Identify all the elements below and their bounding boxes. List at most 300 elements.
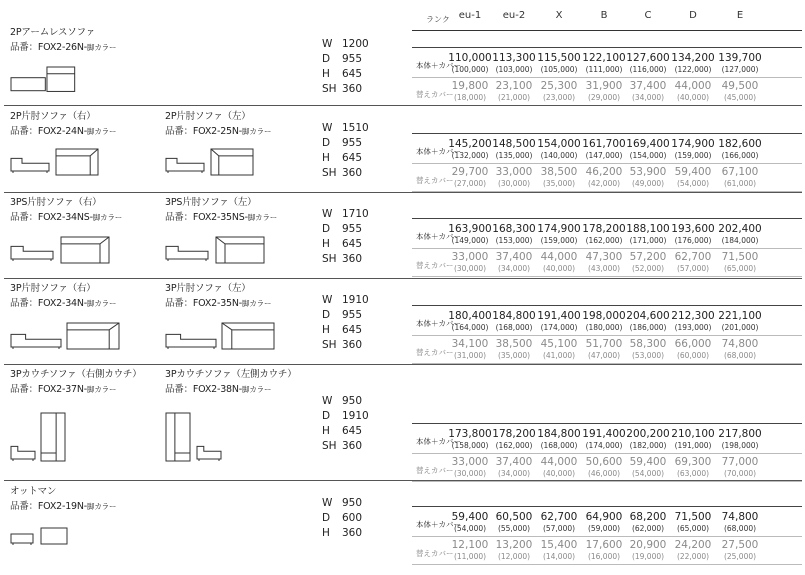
price-tax-included: 59,400 [451, 511, 489, 523]
price-tax-included: 24,200 [674, 539, 712, 551]
product-name: 2Pアームレスソファ [10, 27, 96, 38]
price-tax-included: 29,700 [451, 166, 489, 178]
price-tax-included: 47,300 [585, 251, 623, 263]
price-tax-excluded: (182,000) [629, 441, 667, 450]
price-tax-excluded: (176,000) [674, 236, 712, 245]
product-code-number: 品番：FOX2-26N- [10, 42, 88, 53]
price-tax-excluded: (40,000) [676, 93, 710, 102]
price-divider [412, 77, 802, 78]
price-tax-excluded: (41,000) [542, 351, 576, 360]
price-tax-included: 38,500 [540, 166, 578, 178]
price-tax-excluded: (25,000) [723, 552, 757, 561]
product-code [10, 498, 116, 512]
price-tax-included: 59,400 [674, 166, 712, 178]
spare-cover-price [447, 456, 493, 479]
price-tax-excluded: (43,000) [587, 264, 621, 273]
price-tax-included: 74,800 [721, 511, 759, 523]
product-name: 2P片肘ソファ（右） [10, 111, 96, 122]
price-tax-excluded: (35,000) [497, 351, 531, 360]
spare-cover-price [491, 166, 537, 189]
price-table [412, 305, 802, 363]
dimension-key: SH [322, 440, 337, 452]
price-tax-excluded: (30,000) [453, 264, 487, 273]
spare-cover-price [581, 456, 627, 479]
dimension-value: 360 [342, 167, 363, 179]
price-tax-included: 68,200 [629, 511, 667, 523]
price-tax-excluded: (16,000) [587, 552, 621, 561]
spare-cover-price [581, 166, 627, 189]
price-tax-excluded: (135,000) [495, 151, 533, 160]
price-tax-included: 168,300 [492, 223, 536, 235]
dimension-line [322, 121, 369, 136]
body-cover-price [536, 138, 582, 161]
price-tax-excluded: (154,000) [629, 151, 667, 160]
dimension-key: H [322, 527, 330, 539]
price-tax-included: 44,000 [540, 456, 578, 468]
price-tax-excluded: (45,000) [723, 93, 757, 102]
price-divider [412, 276, 802, 277]
price-tax-included: 12,100 [451, 539, 489, 551]
body-cover-price [536, 428, 582, 451]
price-tax-excluded: (57,000) [676, 264, 710, 273]
body-cover-label: 本体＋カバー [416, 147, 461, 156]
spare-cover-label: 替えカバー [416, 261, 454, 270]
price-tax-excluded: (65,000) [723, 264, 757, 273]
product-code [10, 381, 116, 395]
price-tax-excluded: (34,000) [497, 469, 531, 478]
body-cover-price [670, 138, 716, 161]
spare-cover-price [536, 539, 582, 562]
price-tax-excluded: (132,000) [451, 151, 489, 160]
dimension-key: W [322, 122, 333, 134]
spare-cover-price [447, 80, 493, 103]
price-tax-excluded: (174,000) [585, 441, 623, 450]
price-tax-included: 46,200 [585, 166, 623, 178]
price-tax-excluded: (40,000) [542, 469, 576, 478]
spare-cover-price [625, 251, 671, 274]
price-tax-excluded: (14,000) [542, 552, 576, 561]
product-name: 3PS片肘ソファ（左） [165, 197, 257, 208]
price-tax-included: 200,200 [626, 428, 670, 440]
price-tax-included: 182,600 [718, 138, 762, 150]
price-tax-included: 184,800 [537, 428, 581, 440]
spare-cover-price [670, 251, 716, 274]
product-code-number: 品番：FOX2-37N- [10, 384, 88, 395]
price-tax-included: 173,800 [448, 428, 492, 440]
price-tax-excluded: (40,000) [542, 264, 576, 273]
price-tax-included: 20,900 [629, 539, 667, 551]
dimensions-list [322, 37, 369, 97]
sofa-drawing-icon [165, 150, 207, 176]
price-tax-included: 191,400 [582, 428, 626, 440]
dimension-value: 645 [342, 68, 363, 80]
dimension-line [322, 222, 369, 237]
dimension-value: 1710 [342, 208, 369, 220]
dimension-value: 360 [342, 339, 363, 351]
body-cover-price [670, 511, 716, 534]
row-separator [4, 105, 802, 106]
price-tax-excluded: (186,000) [629, 323, 667, 332]
spare-cover-price [536, 338, 582, 361]
dimension-value: 1510 [342, 122, 369, 134]
dimension-line [322, 207, 369, 222]
rank-column-header: C [644, 10, 652, 21]
rank-column-header: E [736, 10, 744, 21]
dimension-line [322, 511, 362, 526]
price-tax-excluded: (23,000) [542, 93, 576, 102]
body-cover-price [536, 223, 582, 246]
dimension-key: H [322, 238, 330, 250]
price-tax-excluded: (31,000) [453, 351, 487, 360]
dimension-value: 360 [342, 253, 363, 265]
spare-cover-price [670, 166, 716, 189]
product-code [10, 295, 116, 309]
price-tax-included: 59,400 [629, 456, 667, 468]
product-name: 3P片肘ソファ（左） [165, 283, 251, 294]
price-divider [412, 536, 802, 537]
price-tax-excluded: (61,000) [723, 179, 757, 188]
sofa-drawing-icon [221, 322, 277, 352]
product-code-suffix: 脚カラー [247, 213, 278, 222]
price-tax-included: 113,300 [492, 52, 536, 64]
price-tax-included: 58,300 [629, 338, 667, 350]
price-tax-included: 37,400 [495, 456, 533, 468]
price-tax-excluded: (29,000) [587, 93, 621, 102]
dimension-value: 600 [342, 512, 363, 524]
dimension-key: H [322, 152, 330, 164]
dimension-value: 645 [342, 152, 363, 164]
product-code-suffix: 脚カラー [87, 502, 117, 511]
spare-cover-price [581, 338, 627, 361]
price-tax-included: 57,200 [629, 251, 667, 263]
price-tax-included: 66,000 [674, 338, 712, 350]
price-tax-excluded: (180,000) [585, 323, 623, 332]
spare-cover-price [536, 456, 582, 479]
body-cover-label: 本体＋カバー [416, 437, 461, 446]
price-tax-included: 71,500 [674, 511, 712, 523]
price-table [412, 47, 802, 105]
price-tax-excluded: (62,000) [631, 524, 665, 533]
product-code-suffix: 脚カラー [242, 299, 272, 308]
spare-cover-price [581, 80, 627, 103]
dimension-key: W [322, 395, 333, 407]
price-tax-excluded: (184,000) [721, 236, 759, 245]
product-code-number: 品番：FOX2-34N- [10, 298, 88, 309]
dimension-value: 1910 [342, 410, 369, 422]
product-code [10, 39, 116, 53]
dimension-line [322, 67, 369, 82]
price-tax-excluded: (68,000) [723, 524, 757, 533]
dimension-key: H [322, 68, 330, 80]
body-cover-price [581, 511, 627, 534]
price-divider [412, 564, 802, 565]
body-cover-label: 本体＋カバー [416, 520, 461, 529]
dimension-key: SH [322, 167, 337, 179]
row-separator [4, 278, 802, 279]
body-cover-price [447, 310, 493, 333]
price-tax-excluded: (12,000) [497, 552, 531, 561]
price-tax-excluded: (27,000) [453, 179, 487, 188]
spare-cover-price [670, 338, 716, 361]
dimension-key: D [322, 223, 331, 235]
dimension-line [322, 496, 362, 511]
price-tax-excluded: (105,000) [540, 65, 578, 74]
price-tax-included: 154,000 [537, 138, 581, 150]
spare-cover-price [717, 539, 763, 562]
dimension-value: 645 [342, 324, 363, 336]
dimension-line [322, 151, 369, 166]
body-cover-price [670, 428, 716, 451]
table-header [0, 0, 805, 38]
product-code-number: 品番：FOX2-38N- [165, 384, 243, 395]
price-tax-included: 174,900 [537, 223, 581, 235]
price-divider [412, 423, 802, 424]
price-tax-included: 50,600 [585, 456, 623, 468]
price-tax-included: 34,100 [451, 338, 489, 350]
dimension-value: 950 [342, 395, 363, 407]
dimension-value: 955 [342, 137, 363, 149]
price-tax-included: 31,900 [585, 80, 623, 92]
dimension-key: D [322, 309, 331, 321]
price-tax-excluded: (21,000) [497, 93, 531, 102]
price-tax-included: 193,600 [671, 223, 715, 235]
product-code-number: 品番：FOX2-35NS- [165, 212, 248, 223]
body-cover-price [670, 310, 716, 333]
price-tax-included: 37,400 [495, 251, 533, 263]
body-cover-price [491, 223, 537, 246]
price-tax-excluded: (60,000) [676, 351, 710, 360]
price-tax-excluded: (65,000) [676, 524, 710, 533]
price-tax-excluded: (198,000) [721, 441, 759, 450]
product-name: 2P片肘ソファ（左） [165, 111, 251, 122]
dimension-key: W [322, 38, 333, 50]
body-cover-price [536, 511, 582, 534]
product-code-number: 品番：FOX2-35N- [165, 298, 243, 309]
product-name: オットマン [10, 486, 57, 497]
dimension-line [322, 424, 369, 439]
price-tax-excluded: (147,000) [585, 151, 623, 160]
price-tax-excluded: (162,000) [495, 441, 533, 450]
price-tax-included: 13,200 [495, 539, 533, 551]
dimension-key: W [322, 294, 333, 306]
spare-cover-label: 替えカバー [416, 176, 454, 185]
price-tax-included: 204,600 [626, 310, 670, 322]
dimension-line [322, 308, 369, 323]
dimension-value: 950 [342, 497, 363, 509]
dimension-key: SH [322, 83, 337, 95]
price-tax-included: 210,100 [671, 428, 715, 440]
price-tax-excluded: (30,000) [453, 469, 487, 478]
body-cover-price [447, 52, 493, 75]
price-tax-excluded: (159,000) [674, 151, 712, 160]
body-cover-label: 本体＋カバー [416, 61, 461, 70]
price-tax-included: 178,200 [492, 428, 536, 440]
body-cover-price [717, 428, 763, 451]
price-tax-excluded: (174,000) [540, 323, 578, 332]
dimensions-list [322, 394, 369, 454]
price-tax-excluded: (57,000) [542, 524, 576, 533]
dimension-line [322, 526, 362, 541]
spare-cover-price [536, 166, 582, 189]
dimension-line [322, 252, 369, 267]
rank-column-header: X [555, 10, 563, 21]
dimension-line [322, 52, 369, 67]
price-tax-excluded: (127,000) [721, 65, 759, 74]
price-tax-excluded: (46,000) [587, 469, 621, 478]
body-cover-price [491, 310, 537, 333]
dimension-line [322, 323, 369, 338]
body-cover-price [491, 138, 537, 161]
price-tax-included: 148,500 [492, 138, 536, 150]
price-tax-included: 53,900 [629, 166, 667, 178]
product-code-suffix: 脚カラー [87, 385, 117, 394]
price-tax-excluded: (53,000) [631, 351, 665, 360]
price-tax-included: 25,300 [540, 80, 578, 92]
body-cover-price [536, 310, 582, 333]
body-cover-price [625, 310, 671, 333]
price-tax-excluded: (22,000) [676, 552, 710, 561]
price-divider [412, 335, 802, 336]
sofa-drawing-icon [10, 150, 52, 176]
price-tax-included: 33,000 [451, 456, 489, 468]
dimension-value: 360 [342, 83, 363, 95]
price-tax-included: 19,800 [451, 80, 489, 92]
product-name: 3Pカウチソファ（左側カウチ） [165, 369, 297, 380]
spare-cover-price [581, 251, 627, 274]
product-code-number: 品番：FOX2-34NS- [10, 212, 93, 223]
price-tax-included: 62,700 [540, 511, 578, 523]
price-tax-included: 134,200 [671, 52, 715, 64]
spare-cover-price [491, 251, 537, 274]
price-tax-excluded: (59,000) [587, 524, 621, 533]
dimension-value: 955 [342, 223, 363, 235]
price-divider [412, 163, 802, 164]
spare-cover-price [717, 456, 763, 479]
price-tax-included: 33,000 [495, 166, 533, 178]
price-tax-included: 163,900 [448, 223, 492, 235]
price-tax-included: 60,500 [495, 511, 533, 523]
spare-cover-price [717, 251, 763, 274]
price-tax-excluded: (54,000) [631, 469, 665, 478]
price-tax-included: 115,500 [537, 52, 581, 64]
price-divider [412, 218, 802, 219]
body-cover-price [717, 223, 763, 246]
sofa-drawing-icon [40, 412, 68, 464]
price-tax-excluded: (54,000) [676, 179, 710, 188]
body-cover-price [581, 310, 627, 333]
price-tax-excluded: (52,000) [631, 264, 665, 273]
spare-cover-price [625, 80, 671, 103]
body-cover-price [581, 428, 627, 451]
rank-column-header: B [600, 10, 608, 21]
price-tax-excluded: (63,000) [676, 469, 710, 478]
spare-cover-price [447, 251, 493, 274]
price-divider [412, 453, 802, 454]
price-tax-excluded: (35,000) [542, 179, 576, 188]
price-tax-included: 77,000 [721, 456, 759, 468]
price-tax-excluded: (149,000) [451, 236, 489, 245]
spare-cover-label: 替えカバー [416, 348, 454, 357]
sofa-drawing-icon [60, 236, 112, 266]
product-code-suffix: 脚カラー [87, 299, 117, 308]
spare-cover-price [491, 456, 537, 479]
dimension-key: H [322, 324, 330, 336]
sofa-drawing-icon [10, 66, 78, 94]
price-divider [412, 481, 802, 482]
price-tax-included: 71,500 [721, 251, 759, 263]
rank-column-header: eu-2 [502, 10, 526, 21]
price-tax-included: 139,700 [718, 52, 762, 64]
price-tax-excluded: (18,000) [453, 93, 487, 102]
price-tax-excluded: (158,000) [451, 441, 489, 450]
dimension-value: 645 [342, 238, 363, 250]
price-tax-included: 180,400 [448, 310, 492, 322]
sofa-drawing-icon [165, 412, 193, 464]
body-cover-price [447, 223, 493, 246]
price-tax-included: 145,200 [448, 138, 492, 150]
dimension-key: SH [322, 339, 337, 351]
spare-cover-price [670, 539, 716, 562]
body-cover-price [625, 52, 671, 75]
product-code-number: 品番：FOX2-25N- [165, 126, 243, 137]
price-tax-included: 49,500 [721, 80, 759, 92]
spare-cover-price [491, 80, 537, 103]
dimension-line [322, 237, 369, 252]
spare-cover-price [717, 80, 763, 103]
dimension-key: D [322, 137, 331, 149]
dimension-key: SH [322, 253, 337, 265]
price-tax-included: 217,800 [718, 428, 762, 440]
dimension-key: W [322, 497, 333, 509]
price-tax-excluded: (162,000) [585, 236, 623, 245]
body-cover-price [670, 223, 716, 246]
sofa-drawing-icon [210, 148, 256, 178]
price-tax-excluded: (11,000) [453, 552, 487, 561]
sofa-drawing-icon [10, 238, 56, 264]
sofa-drawing-icon [215, 236, 267, 266]
spare-cover-label: 替えカバー [416, 90, 454, 99]
dimension-key: H [322, 425, 330, 437]
dimension-line [322, 439, 369, 454]
price-table [412, 423, 802, 481]
dimension-line [322, 37, 369, 52]
spare-cover-price [625, 539, 671, 562]
dimension-line [322, 409, 369, 424]
price-tax-included: 212,300 [671, 310, 715, 322]
dimension-line [322, 394, 369, 409]
price-tax-included: 198,000 [582, 310, 626, 322]
price-tax-included: 44,000 [540, 251, 578, 263]
spare-cover-price [670, 456, 716, 479]
price-tax-excluded: (19,000) [631, 552, 665, 561]
body-cover-price [625, 511, 671, 534]
price-tax-excluded: (54,000) [453, 524, 487, 533]
body-cover-price [625, 223, 671, 246]
price-tax-included: 184,800 [492, 310, 536, 322]
dimension-line [322, 166, 369, 181]
sofa-drawing-icon [10, 326, 64, 352]
price-divider [412, 305, 802, 306]
product-code [165, 209, 277, 223]
sofa-drawing-icon [40, 527, 70, 547]
dimension-line [322, 338, 369, 353]
price-divider [412, 47, 802, 48]
price-tax-excluded: (140,000) [540, 151, 578, 160]
product-code-suffix: 脚カラー [242, 127, 272, 136]
spare-cover-price [625, 456, 671, 479]
price-tax-excluded: (164,000) [451, 323, 489, 332]
body-cover-label: 本体＋カバー [416, 232, 461, 241]
